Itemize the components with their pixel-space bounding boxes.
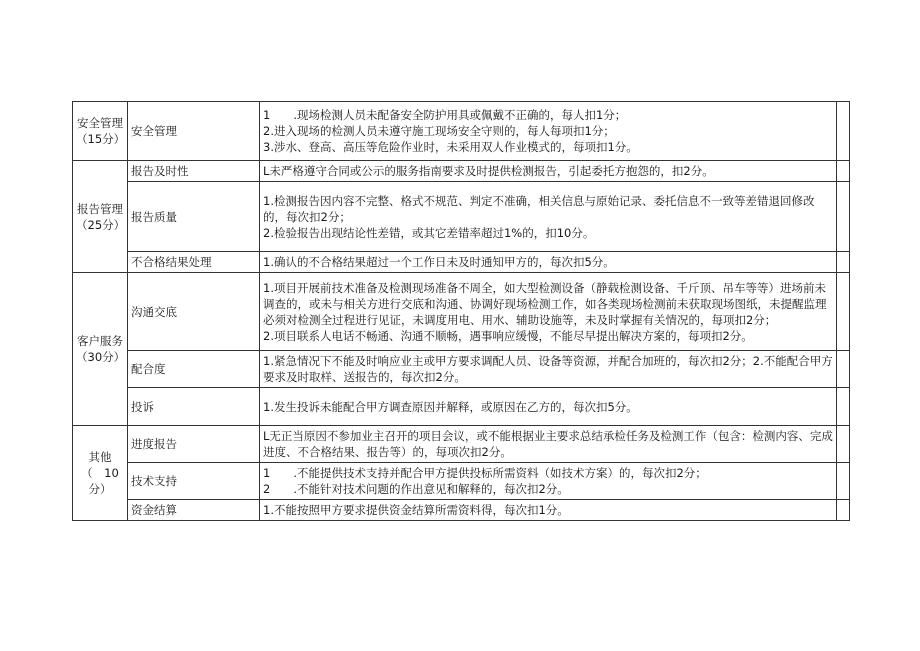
blank-cell [837,161,850,182]
item-cell: 投诉 [128,388,260,426]
table-row [73,161,850,182]
item-cell: 报告及时性 [128,161,260,182]
description-line: 1 .现场检测人员未配备安全防护用具或佩戴不正确的，每人扣1分； [263,108,627,122]
table-row [73,463,850,500]
description-line: 1.不能按照甲方要求提供资金结算所需资料得，每次扣1分。 [263,503,569,517]
scoring-table [72,101,850,521]
table-row [73,182,850,252]
blank-cell [837,102,850,161]
category-cell [73,161,128,273]
blank-cell [837,463,850,500]
description-line: 1.项目开展前技术准备及检测现场准备不周全，如大型检测设备（静载检测设备、千斤顶、吊车等等）进场前未调查的，或未与相关方进行交底和沟通、协调好现场检测工作，如各类现场检测前未获取现场图纸，未提醒监理必须对检测全过程进行见证，未调度用电、用水、辅助设施等，未及时掌握有关情况的，每项扣2分； [263,280,827,327]
item-cell: 安全管理 [128,102,260,161]
category-score: （25分） [76,217,126,232]
description-cell [260,182,837,252]
description-line: L无正当原因不参加业主召开的项目会议，或不能根据业主要求总结承检任务及检测工作（包含：检测内容、完成进度、不合格结果、报告等）的，每项次扣2分。 [263,429,833,459]
blank-cell [837,388,850,426]
category-cell [73,273,128,426]
category-name: 客户服务 [77,334,123,348]
item-cell: 不合格结果处理 [128,252,260,273]
description-cell [260,252,837,273]
description-line: 1.检测报告因内容不完整、格式不规范、判定不准确，相关信息与原始记录、委托信息不一致等差错退回修改的，每次扣2分； [263,193,815,224]
category-name: 安全管理 [77,116,123,130]
description-cell [260,500,837,521]
category-score: （ 10分） [81,466,119,496]
blank-cell [837,351,850,388]
category-cell [73,102,128,161]
blank-cell [837,273,850,351]
item-cell: 配合度 [128,351,260,388]
table-row [73,351,850,388]
blank-cell [837,426,850,463]
description-line: 2.检验报告出现结论性差错，或其它差错率超过1%的，扣10分。 [263,225,595,240]
item-cell: 进度报告 [128,426,260,463]
table-row [73,388,850,426]
table-row [73,252,850,273]
item-cell: 报告质量 [128,182,260,252]
description-line: L未严格遵守合同或公示的服务指南要求及时提供检测报告，引起委托方抱怨的，扣2分。 [263,164,714,178]
category-score: （30分） [76,350,126,364]
table-row [73,426,850,463]
description-line: 1.发生投诉未能配合甲方调查原因并解释，或原因在乙方的，每次扣5分。 [263,399,638,414]
blank-cell [837,500,850,521]
description-cell [260,426,837,463]
description-cell [260,102,837,161]
description-line: 3.涉水、登高、高压等危险作业时，未采用双人作业模式的，每项扣1分。 [263,140,638,154]
description-line: 1 .不能提供技术支持并配合甲方提供投标所需资料（如技术方案）的，每次扣2分； [263,466,707,480]
description-line: 2 .不能针对技术问题的作出意见和解释的，每次扣2分。 [263,482,569,496]
description-cell [260,463,837,500]
item-cell: 沟通交底 [128,273,260,351]
item-cell: 技术支持 [128,463,260,500]
description-line: 1.确认的不合格结果超过一个工作日未及时通知甲方的，每次扣5分。 [263,255,615,269]
description-cell [260,161,837,182]
category-name: 其他 [88,450,112,464]
table-row [73,500,850,521]
category-name: 报告管理 [77,201,123,216]
description-cell [260,351,837,388]
description-cell [260,273,837,351]
item-cell: 资金结算 [128,500,260,521]
table-row [73,102,850,161]
category-score: （15分） [76,132,126,146]
description-line: 1.紧急情况下不能及时响应业主或甲方要求调配人员、设备等资源，并配合加班的，每次扣2分；2.不能配合甲方要求及时取样、送报告的，每次扣2分。 [263,354,833,384]
category-cell [73,426,128,521]
description-cell [260,388,837,426]
description-line: 2.进入现场的检测人员未遵守施工现场安全守则的，每人每项扣1分； [263,124,615,138]
blank-cell [837,252,850,273]
blank-cell [837,182,850,252]
description-line: 2.项目联系人电话不畅通、沟通不顺畅，遇事响应缓慢，不能尽早提出解决方案的，每项扣2分。 [263,328,753,343]
table-row [73,273,850,351]
